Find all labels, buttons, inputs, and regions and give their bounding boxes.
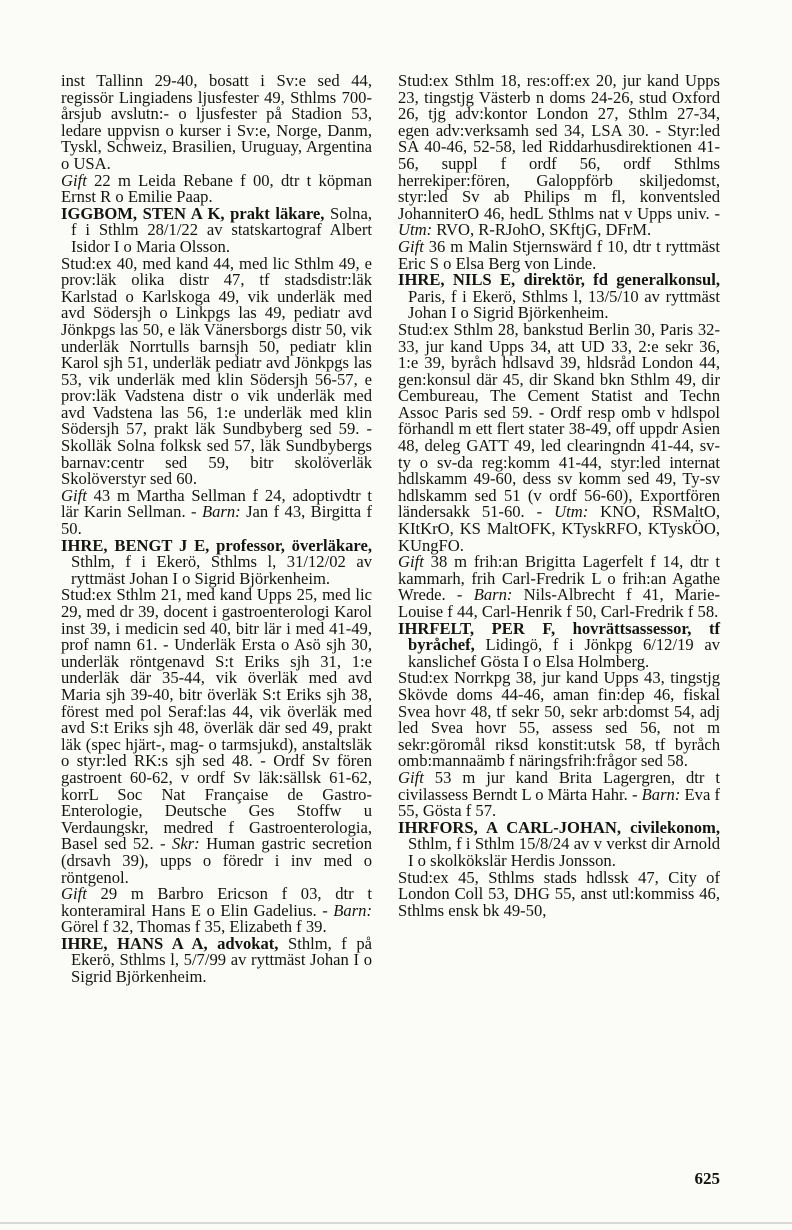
entry-heading: IHRE, BENGT J E, professor, överläkare, [61,535,372,555]
marriage-paragraph [61,485,372,539]
paragraph-text: 43 m Martha Sellman f 24, adoptivdtr t lär Karin Sellman. - [61,485,372,522]
paragraph-text: 38 m frih:an Brigitta Lagerfelt f 14, dtr t kammarh, frih Carl-Fredrik L o frih:an Agathe Wrede. - [398,552,720,605]
gift-label: Gift [61,485,87,505]
marriage-paragraph [398,767,721,821]
entry-heading: IHRE, HANS A A, advokat, [61,933,279,953]
entry-ihrfelt [398,618,720,671]
paragraph-text: inst Tallinn 29-40, bosatt i Sv:e sed 44, regissör Lingiadens ljusfester 49, Sthlms 700-årsjub avslutn:- o ljusfester på Stadion 53, ledare uppvisn o kurser i Sv:e, Norge, Danm, Tyskl, Schweiz, Brasilien, Uruguay, Argentina o USA. [61,71,372,173]
barn-label: Barn: [333,900,372,920]
paragraph-text: Görel f 32, Thomas f 35, Elizabeth f 39. [61,917,327,937]
career-paragraph [61,253,372,489]
paragraph-text: Jan f 43, Birgitta f 50. [61,502,372,539]
scan-edge-rule [0,1222,792,1224]
barn-label: Barn: [201,502,241,522]
career-paragraph [61,587,372,886]
entry-text: Lidingö, f i Jönkpg 6/12/19 av kanslichef Gösta I o Elsa Holmberg. [408,635,720,671]
gift-label: Gift [398,236,424,256]
gift-label: Gift [398,767,424,787]
entry-heading: IHRFELT, PER F, hovrättsassessor, tf byråchef, [398,618,720,655]
utm-label: Utm: [554,502,589,522]
paragraph-text: Stud:ex Sthlm 21, med kand Upps 25, med lic 29, med dr 39, docent i gastroenterologi Karol inst 39, i medicin sed 40, bitr lär i med 41-49, prof namn 61. - Underläk Ersta o Asö sjh 30, underläk röntgenavd S:t Eriks sjh 31, 1:e underläk där 35-44, vik överläk med avd Maria sjh 39-40, bitr överläk S:t Eriks sjh 38, förest med pol Seraf:las 44, vik överläk med avd S:t Eriks sjh 48, överläk där sed 49, prakt läk (spec hjärt-, mag- o tarmsjukd), anstaltsläk o styr:led RK:s sjh sed 48. - Ordf Sv fören gastroent 60-62, v ordf Sv läk:sällsk 61-62, korrL Soc Nat Française de Gastro-Enterologie, Deutsche Ges Stoffw u Verdaungskr, medred f Gastroenterologia, Basel sed 52. - [61,585,372,854]
gift-label: Gift [61,170,87,190]
skr-label: Skr: [172,834,200,854]
marriage-paragraph [61,886,372,936]
entry-text: Sthlm, f på Ekerö, Sthlms l, 5/7/99 av ryttmäst Johan I o Sigrid Björkenheim. [71,933,373,987]
marriage-paragraph [398,236,720,273]
entry-ihre-nils [398,272,720,322]
marriage-paragraph [398,554,720,620]
paragraph-text: Stud:ex Sthlm 28, bankstud Berlin 30, Paris 32-33, jur kand Upps 34, att UD 33, 2:e sekr 36, 1:e 39, byråch hdlsavd 39, hldsråd London 44, gen:konsul där 45, dir Skand bkn Sthlm 49, dir Cembureau, The Cement Statist and Techn Assoc Paris sed 59. - Ordf resp omb v hdlspol förhandl m ett flert stater 38-49, off uppdr Asien 48, deleg GATT 49, led clearingndn 41-44, sv-ty o sv-da reg:komm 41-44, styr:led internat hdlskamm 49-60, dess sv komm sed 49, Ty-sv hdlskamm sed 51 (v ordf 56-60), Exportfören ländersakk 51-60. - [398,319,720,522]
entry-iggbom [61,203,372,256]
entry-heading: IHRE, NILS E, direktör, fd generalkonsul, [398,270,720,290]
paragraph-text: Stud:ex Sthlm 18, res:off:ex 20, jur kand Upps 23, tingstjg Västerb n doms 24-26, stud Oxford 26, tjg adv:kontor London 27, Sthlm 27-34, egen adv:verksamh sed 34, LSA 30. - Styr:led SA 40-46, 52-58, led Riddarhusdirektionen 41-56, suppl f ordf 56, ordf Sthlms herrekiper:fören, Galoppförb skiljedomst, styr:led Sv ab Philips m fl, konventsled JohanniterO 46, hedL Sthlms nat v Upps univ. - [398,71,720,223]
paragraph-text: Eva f 55, Gösta f 57. [398,784,721,821]
paragraph-text: 29 m Barbro Ericson f 03, dtr t konteramiral Hans E o Elin Gadelius. - [61,884,372,920]
career-paragraph [398,319,720,555]
entry-ihre-hans [61,933,373,987]
marriage-paragraph [61,170,372,207]
gift-label: Gift [398,552,424,572]
entry-text: Sthlm, f i Ekerö, Sthlms l, 31/12/02 av ryttmäst Johan I o Sigrid Björkenheim. [71,552,372,588]
entry-ihrfors [398,817,720,870]
paragraph-text: KNO, RSMaltO, KItKrO, KS MaltOFK, KTyskRFO, KTyskÖO, KUngFO. [398,502,720,555]
utm-label: Utm: [398,220,433,240]
left-column [61,73,372,986]
entry-text: Sthlm, f i Sthlm 15/8/24 av v verkst dir Arnold I o skolkökslär Herdis Jonsson. [408,834,720,870]
right-column [398,73,720,919]
entry-text: Solna, f i Sthlm 28/1/22 av statskartograf Albert Isidor I o Maria Olsson. [71,203,372,256]
barn-label: Barn: [641,784,681,804]
paragraph [61,73,372,173]
paragraph-text: Stud:ex 45, Sthlms stads hdlssk 47, City of London Coll 53, DHG 55, anst utl:kommiss 46, Sthlms ensk bk 49-50, [398,867,720,920]
paragraph-text: Human gastric secretion (drsavh 39), upps o föredr i inv med o röntgenol. [61,834,372,887]
paragraph-text: Stud:ex 40, med kand 44, med lic Sthlm 49, e prov:läk olika distr 47, tf stadsdistr:läk Karlstad o Karlskoga 49, vik underläk med avd Södersjh o Linkpgs las 49, pediatr avd Jönkpgs las 50, e läk Vänersborgs distr 50, vik underläk Norrtulls barnsjh 50, pediatr klin Karol sjh 51, underläk pediatr avd Jönkpgs las 53, vik underläk med klin Södersjh 56-57, e prov:läk Vadstena distr o vik underläk med avd Vadstena las 56, 1:e underläk med klin Södersjh 57, prakt läk Sundbyberg sed 59. - Skolläk Solna folksk sed 57, läk Sundbybergs barnav:centr sed 59, bitr skolöverläk Skolöverstyr sed 60. [61,253,372,489]
entry-heading: IHRFORS, A CARL-JOHAN, civilekonom, [398,817,720,837]
paragraph-text: Nils-Albrecht f 41, Marie-Louise f 44, Carl-Henrik f 50, Carl-Fredrik f 58. [398,585,721,621]
page-number: 625 [694,1169,720,1188]
entry-heading: IGGBOM, STEN A K, prakt läkare, [61,203,325,223]
entry-text: Paris, f i Ekerö, Sthlms l, 13/5/10 av ryttmäst Johan I o Sigrid Björkenheim. [408,286,720,323]
gift-label: Gift [61,884,87,904]
paragraph-text: 22 m Leida Rebane f 00, dtr t köpman Ernst R o Emilie Paap. [61,170,372,207]
paragraph-text: 53 m jur kand Brita Lagergren, dtr t civilassess Berndt L o Märta Hahr. - [398,767,720,804]
paragraph-text: 36 m Malin Stjernswärd f 10, dtr t ryttmäst Eric S o Elsa Berg von Linde. [398,236,720,273]
career-paragraph [398,867,720,920]
entry-ihre-bengt [61,535,372,588]
barn-label: Barn: [473,585,513,605]
career-paragraph [398,73,720,239]
paragraph-text: Stud:ex Norrkpg 38, jur kand Upps 43, tingstjg Skövde doms 44-46, aman fin:dep 46, fiskal Svea hovr 48, tf sekr 50, sekr arb:domst 54, adj led Svea hovr 55, assess sed 56, not m sekr:göromål riksd konstit:utsk 58, tf byråch omb:mannaämb f näringsfrih:frågor sed 58. [398,668,720,771]
paragraph-text: RVO, R-RJohO, SKftjG, DFrM. [432,220,652,240]
career-paragraph [398,670,720,770]
